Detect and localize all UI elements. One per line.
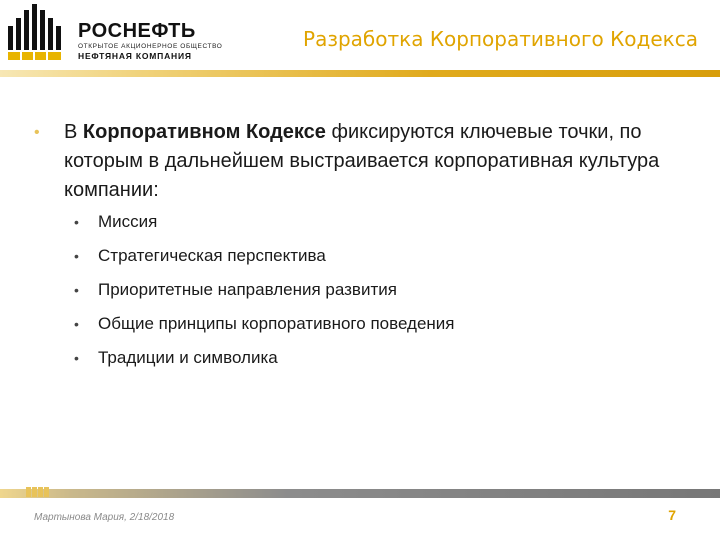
list-item [72, 245, 684, 279]
list-item [72, 279, 684, 313]
page-number: 7 [668, 507, 676, 523]
rosneft-logo-icon [6, 4, 66, 60]
brand-subtitle: ОТКРЫТОЕ АКЦИОНЕРНОЕ ОБЩЕСТВО [78, 43, 223, 50]
sub-bullet-list [34, 211, 684, 381]
main-bullet-bold: Корпоративном Кодексе [82, 121, 326, 143]
list-item [72, 313, 684, 347]
main-bullet-rest: фиксируются ключевые точки, по которым в дальнейшем выстраивается корпоративная культура компании: [64, 121, 660, 201]
bullet-icon: • [74, 282, 79, 298]
slide-header [0, 0, 720, 78]
list-item-text: Стратегическая перспектива [98, 246, 326, 265]
list-item-text: Общие принципы корпоративного поведения [98, 314, 455, 333]
footer-author-date: Мартынова Мария, 2/18/2018 [34, 512, 175, 523]
bullet-icon: • [74, 316, 79, 332]
list-item-text: Приоритетные направления развития [98, 280, 397, 299]
main-bullet [34, 118, 684, 205]
list-item-text: Миссия [98, 212, 158, 231]
brand-company-line: НЕФТЯНАЯ КОМПАНИЯ [78, 51, 192, 61]
main-bullet-prefix: В [64, 121, 83, 143]
brand-name: РОСНЕФТЬ [78, 20, 196, 42]
bullet-icon: • [74, 214, 79, 230]
bullet-icon: • [34, 124, 40, 141]
footer-logo-mark-icon [26, 487, 50, 497]
slide-title: Разработка Корпоративного Кодекса [303, 27, 698, 51]
footer-divider [0, 489, 720, 498]
list-item [72, 347, 684, 381]
bullet-icon: • [74, 350, 79, 366]
header-divider [0, 70, 720, 77]
list-item [72, 211, 684, 245]
slide-body [34, 118, 684, 381]
bullet-icon: • [74, 248, 79, 264]
list-item-text: Традиции и символика [98, 348, 278, 367]
